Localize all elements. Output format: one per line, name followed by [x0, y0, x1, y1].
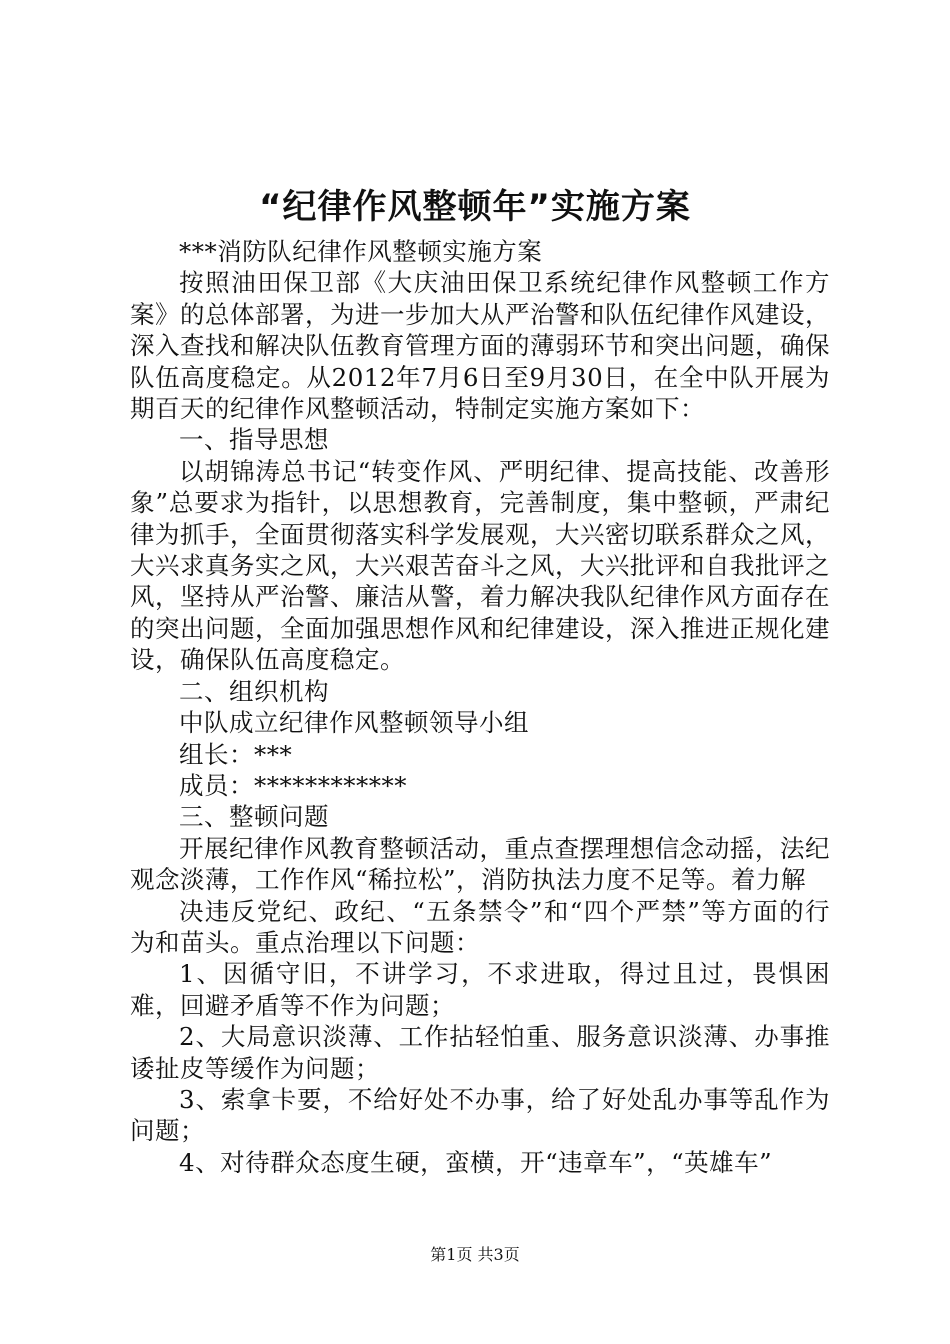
issues-paragraph: 开展纪律作风教育整顿活动，重点查摆理想信念动摇，法纪观念淡薄，工作作风“稀拉松”，消防执法力度不足等。着力解	[130, 833, 830, 895]
team-members-line: 成员：************	[179, 770, 407, 800]
document-body	[130, 236, 830, 1178]
subtitle-paragraph: ***消防队纪律作风整顿实施方案	[179, 237, 543, 266]
list-item: 1、因循守旧，不讲学习，不求进取，得过且过，畏惧困难，回避矛盾等不作为问题；	[130, 959, 830, 1020]
issues-paragraph-continued: 决违反党纪、政纪、“五条禁令”和“四个严禁”等方面的行为和苗头。重点治理以下问题：	[130, 896, 830, 957]
intro-paragraph: 按照油田保卫部《大庆油田保卫系统纪律作风整顿工作方案》的总体部署，为进一步加大从严治警和队伍纪律作风建设，深入查找和解决队伍教育管理方面的薄弱环节和突出问题，确保队伍高度稳定。从2012年7月6日至9月30日，在全中队开展为期百天的纪律作风整顿活动，特制定实施方案如下：	[130, 268, 830, 424]
list-item: 3、索拿卡要，不给好处不办事，给了好处乱办事等乱作为问题；	[130, 1084, 830, 1146]
guiding-thought-paragraph: 以胡锦涛总书记“转变作风、严明纪律、提高技能、改善形象”总要求为指针，以思想教育，完善制度，集中整顿，严肃纪律为抓手，全面贯彻落实科学发展观，大兴密切联系群众之风，大兴求真务实之风，大兴艰苦奋斗之风，大兴批评和自我批评之风，坚持从严治警、廉洁从警，着力解决我队纪律作风方面存在的突出问题，全面加强思想作风和纪律建设，深入推进正规化建设，确保队伍高度稳定。	[130, 456, 830, 675]
section-heading-guiding-thought: 一、指导思想	[179, 425, 329, 455]
organization-paragraph: 中队成立纪律作风整顿领导小组	[179, 708, 529, 738]
document-title: “纪律作风整顿年”实施方案	[259, 187, 691, 227]
list-item: 2、大局意识淡薄、工作拈轻怕重、服务意识淡薄、办事推诿扯皮等缓作为问题；	[130, 1022, 830, 1083]
list-item: 4、对待群众态度生硬，蛮横，开“违章车”，“英雄车”	[179, 1147, 773, 1177]
page-footer: 第1页 共3页	[430, 1245, 520, 1264]
section-heading-organization: 二、组织机构	[179, 676, 329, 706]
team-leader-line: 组长：***	[179, 739, 293, 769]
section-heading-issues: 三、整顿问题	[179, 802, 329, 832]
